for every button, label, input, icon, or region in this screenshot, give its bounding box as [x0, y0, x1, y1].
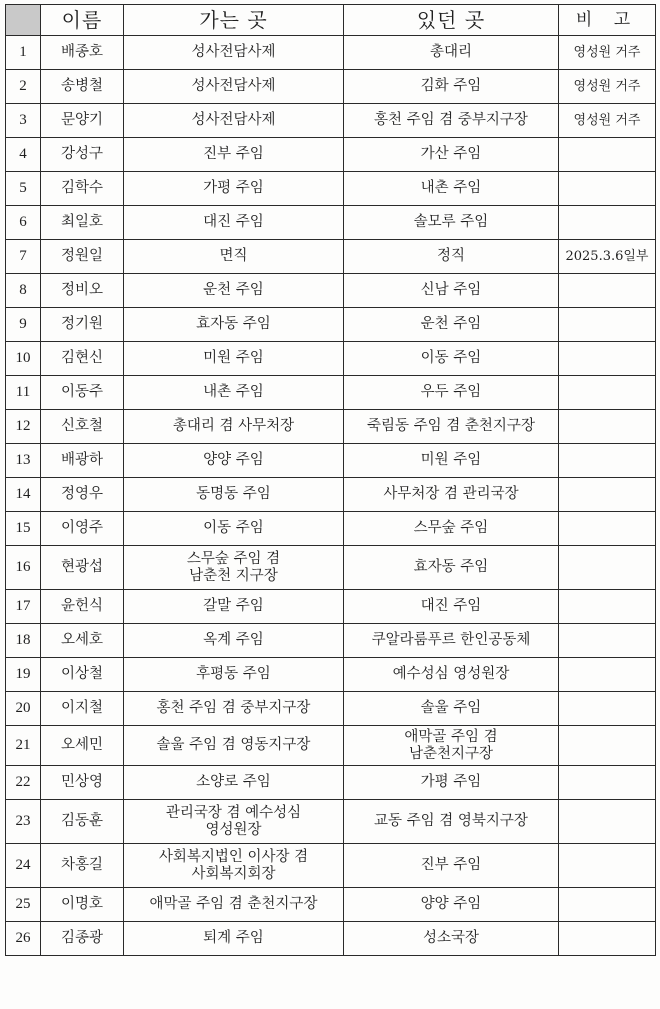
row-name: 정영우: [41, 478, 124, 512]
row-destination: 미원 주임: [124, 342, 344, 376]
row-number: 26: [6, 922, 41, 956]
row-destination: 성사전담사제: [124, 104, 344, 138]
row-number: 23: [6, 800, 41, 844]
row-number: 10: [6, 342, 41, 376]
row-previous: 대진 주임: [344, 590, 559, 624]
row-name: 오세호: [41, 624, 124, 658]
row-previous: 홍천 주임 겸 중부지구장: [344, 104, 559, 138]
row-previous: 성소국장: [344, 922, 559, 956]
table-row: [6, 36, 656, 70]
table-row: [6, 172, 656, 206]
table-row: [6, 624, 656, 658]
row-number: 5: [6, 172, 41, 206]
row-previous-line: 애막골 주임 겸: [404, 728, 498, 745]
row-remarks: [559, 692, 656, 726]
row-remarks: [559, 342, 656, 376]
row-number: 2: [6, 70, 41, 104]
row-destination: 성사전담사제: [124, 70, 344, 104]
row-previous: 솔모루 주임: [344, 206, 559, 240]
row-name: 차홍길: [41, 844, 124, 888]
row-remarks: [559, 658, 656, 692]
row-number: 15: [6, 512, 41, 546]
row-number: 12: [6, 410, 41, 444]
row-number: 4: [6, 138, 41, 172]
row-destination: 후평동 주임: [124, 658, 344, 692]
row-number: 11: [6, 376, 41, 410]
row-name: 이영주: [41, 512, 124, 546]
row-number: 17: [6, 590, 41, 624]
row-name: 오세민: [41, 726, 124, 766]
row-remarks: [559, 800, 656, 844]
table-row: [6, 692, 656, 726]
row-destination: 총대리 겸 사무처장: [124, 410, 344, 444]
row-previous: 스무숲 주임: [344, 512, 559, 546]
table-row: [6, 444, 656, 478]
row-destination: 홍천 주임 겸 중부지구장: [124, 692, 344, 726]
row-destination-line: 관리국장 겸 예수성심: [165, 804, 302, 821]
row-remarks: 영성원 거주: [559, 36, 656, 70]
table-row: [6, 658, 656, 692]
row-remarks: 영성원 거주: [559, 104, 656, 138]
header-destination: 가는 곳: [124, 5, 344, 36]
assignment-table: [5, 4, 656, 956]
table-row: [6, 240, 656, 274]
table-row: [6, 512, 656, 546]
row-previous: 진부 주임: [344, 844, 559, 888]
row-number: 7: [6, 240, 41, 274]
row-number: 8: [6, 274, 41, 308]
row-name: 문양기: [41, 104, 124, 138]
header-row: [6, 5, 656, 36]
table-row: [6, 844, 656, 888]
row-destination: [124, 546, 344, 590]
header-remarks: 비 고: [559, 5, 656, 36]
row-name: 배광하: [41, 444, 124, 478]
table-row: [6, 478, 656, 512]
row-previous: 효자동 주임: [344, 546, 559, 590]
row-name: 정기원: [41, 308, 124, 342]
row-destination: 진부 주임: [124, 138, 344, 172]
table-row: [6, 104, 656, 138]
row-previous: 양양 주임: [344, 888, 559, 922]
row-name: 이지철: [41, 692, 124, 726]
row-destination: 운천 주임: [124, 274, 344, 308]
row-previous: 우두 주임: [344, 376, 559, 410]
row-destination: 동명동 주임: [124, 478, 344, 512]
row-remarks: [559, 888, 656, 922]
row-destination: [124, 800, 344, 844]
row-previous: 솔울 주임: [344, 692, 559, 726]
row-destination-line: 남춘천 지구장: [189, 567, 278, 584]
row-destination-line: 사회복지회장: [191, 865, 276, 882]
row-name: 최일호: [41, 206, 124, 240]
row-destination: 효자동 주임: [124, 308, 344, 342]
row-name: 현광섭: [41, 546, 124, 590]
row-destination: 이동 주임: [124, 512, 344, 546]
table-row: [6, 274, 656, 308]
row-remarks: [559, 512, 656, 546]
row-remarks: [559, 922, 656, 956]
row-number: 18: [6, 624, 41, 658]
row-remarks: [559, 590, 656, 624]
row-previous: 운천 주임: [344, 308, 559, 342]
row-remarks: [559, 766, 656, 800]
row-number: 21: [6, 726, 41, 766]
row-number: 16: [6, 546, 41, 590]
row-number: 24: [6, 844, 41, 888]
table-row: [6, 766, 656, 800]
row-destination: 가평 주임: [124, 172, 344, 206]
row-previous: 김화 주임: [344, 70, 559, 104]
row-number: 25: [6, 888, 41, 922]
row-remarks: [559, 308, 656, 342]
row-remarks: [559, 376, 656, 410]
table-row: [6, 546, 656, 590]
row-name: 김현신: [41, 342, 124, 376]
row-remarks: [559, 844, 656, 888]
row-name: 이명호: [41, 888, 124, 922]
row-previous: 교동 주임 겸 영북지구장: [344, 800, 559, 844]
table-row: [6, 590, 656, 624]
row-number: 14: [6, 478, 41, 512]
row-number: 13: [6, 444, 41, 478]
table-body: [6, 36, 656, 956]
row-destination: 내촌 주임: [124, 376, 344, 410]
row-number: 9: [6, 308, 41, 342]
row-previous: 죽림동 주임 겸 춘천지구장: [344, 410, 559, 444]
row-name: 강성구: [41, 138, 124, 172]
row-previous: 미원 주임: [344, 444, 559, 478]
row-previous: 총대리: [344, 36, 559, 70]
row-number: 3: [6, 104, 41, 138]
row-previous: 정직: [344, 240, 559, 274]
row-remarks: [559, 206, 656, 240]
row-previous: 이동 주임: [344, 342, 559, 376]
row-destination: 대진 주임: [124, 206, 344, 240]
row-name: 윤헌식: [41, 590, 124, 624]
row-previous: 가평 주임: [344, 766, 559, 800]
row-name: 정비오: [41, 274, 124, 308]
row-destination-line: 사회복지법인 이사장 겸: [158, 848, 309, 865]
table-row: [6, 410, 656, 444]
header-name: 이름: [41, 5, 124, 36]
row-remarks: [559, 546, 656, 590]
row-remarks: [559, 624, 656, 658]
table-row: [6, 138, 656, 172]
table-row: [6, 888, 656, 922]
row-name: 정원일: [41, 240, 124, 274]
row-name: 민상영: [41, 766, 124, 800]
row-name: 김종광: [41, 922, 124, 956]
row-destination: 퇴계 주임: [124, 922, 344, 956]
table-row: [6, 342, 656, 376]
row-remarks: [559, 172, 656, 206]
row-remarks: [559, 478, 656, 512]
row-number: 22: [6, 766, 41, 800]
row-destination: 옥계 주임: [124, 624, 344, 658]
row-name: 신호철: [41, 410, 124, 444]
row-destination: 솔울 주임 겸 영동지구장: [124, 726, 344, 766]
row-remarks: [559, 726, 656, 766]
row-remarks: [559, 274, 656, 308]
row-previous: 쿠알라룸푸르 한인공동체: [344, 624, 559, 658]
row-destination-line: 영성원장: [205, 821, 262, 838]
row-previous: 예수성심 영성원장: [344, 658, 559, 692]
row-destination: 성사전담사제: [124, 36, 344, 70]
row-previous: 내촌 주임: [344, 172, 559, 206]
row-previous-line: 남춘천지구장: [408, 745, 494, 762]
row-destination: 양양 주임: [124, 444, 344, 478]
row-destination: 애막골 주임 겸 춘천지구장: [124, 888, 344, 922]
header-number: [6, 5, 41, 36]
row-name: 김학수: [41, 172, 124, 206]
row-remarks: [559, 138, 656, 172]
table-row: [6, 800, 656, 844]
table-row: [6, 70, 656, 104]
row-number: 1: [6, 36, 41, 70]
table-row: [6, 922, 656, 956]
row-destination: [124, 844, 344, 888]
row-destination: 갈말 주임: [124, 590, 344, 624]
row-name: 김동훈: [41, 800, 124, 844]
header-previous: 있던 곳: [344, 5, 559, 36]
row-number: 20: [6, 692, 41, 726]
row-remarks: [559, 444, 656, 478]
row-previous: 사무처장 겸 관리국장: [344, 478, 559, 512]
table-row: [6, 308, 656, 342]
row-previous: 가산 주임: [344, 138, 559, 172]
row-name: 이동주: [41, 376, 124, 410]
row-remarks: [559, 410, 656, 444]
row-destination-line: 스무숲 주임 겸: [186, 550, 281, 567]
row-remarks: 2025.3.6일부: [559, 240, 656, 274]
table-row: [6, 726, 656, 766]
row-number: 6: [6, 206, 41, 240]
row-remarks: 영성원 거주: [559, 70, 656, 104]
row-destination: 면직: [124, 240, 344, 274]
row-name: 배종호: [41, 36, 124, 70]
row-previous: 신남 주임: [344, 274, 559, 308]
row-name: 송병철: [41, 70, 124, 104]
row-destination: 소양로 주임: [124, 766, 344, 800]
row-number: 19: [6, 658, 41, 692]
row-name: 이상철: [41, 658, 124, 692]
row-previous: [344, 726, 559, 766]
table-row: [6, 376, 656, 410]
table-row: [6, 206, 656, 240]
